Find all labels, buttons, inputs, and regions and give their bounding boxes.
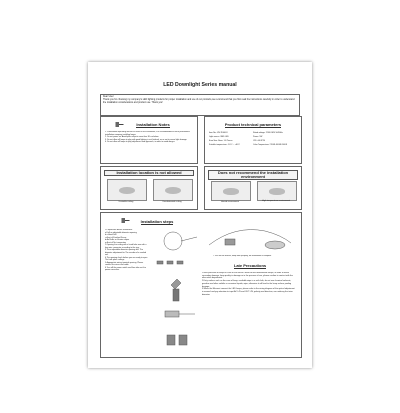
precaution-item: 3.When the Ethernet connect the LED lamps, please refer to the wiring diagram of the optical adjustment in manual and pay attention to input AC L/N and OUT L/N, polarity and direction, use ordinary that wire diameter. <box>202 288 295 296</box>
step-item: b.a Hand Drill <box>105 234 117 236</box>
installation-notes-heading: Installation Notes <box>136 122 170 127</box>
not-allowed-box <box>100 166 198 210</box>
high-temperature-image <box>257 181 297 201</box>
manual-page <box>88 62 312 368</box>
step-item: e.A set of Nut connectors <box>105 241 127 244</box>
unsubstantial-ceiling-caption: Unsubstantial ceiling <box>162 201 182 203</box>
final-step-note: 7.Turn on the bracket, lamp work properly, the installation is complete. <box>213 255 272 257</box>
precaution-item: 2.Dirty surface such as the case of lamp, available wipe in a soft cloth, do not use chemical solvents, gasoline and other volatile or corrosive liquids, wipe, otherwise it will lead to the lamp surface peeling damage. <box>202 280 292 288</box>
note-item: 3. Do not allow all lamps to play with good lighting is not finished, so as not to cause light damage. <box>105 138 188 141</box>
installation-notes-text <box>105 131 193 161</box>
installation-steps-text <box>105 229 149 353</box>
precaution-item: 1.New purchase of lamps in case of the failure Please do not disassemble lamps, in order to avoid secondary damage, lamp quality in damage or in the process of use, please confirm to contact with the after-sales department. <box>202 272 293 280</box>
spec-row: Suitable temperature: -10°C ~ +40°C <box>209 144 240 146</box>
note-item: 4. Do not allow all lamps to play adjustment and approach, in order to avoid danger. <box>105 141 175 143</box>
spec-row: Color Temperature: 2700K 4000K 6500K <box>253 144 288 146</box>
step-item: 2.Opening the ceiling with a hand hole saw with a four-wire connector according to the size. <box>105 244 147 249</box>
not-recommended-heading: Does not recommend the installation environment <box>208 170 298 180</box>
step-item: 1.Preparation Before installation: <box>105 229 133 231</box>
tech-params-box <box>204 116 302 164</box>
step-item: 4.The opening check before you are ready to open The hole place ceilings. <box>105 256 148 261</box>
spec-row: Rated voltage: 220V-240V 50/60Hz <box>253 132 283 134</box>
step-item: 5.Appropriate wiring terminal opening. Please connect the wires and cable. <box>105 261 144 266</box>
humid-environment-image <box>211 181 251 201</box>
step-item: 3.Then adjustable diameter opening drill: The diameter adjustment for The number of a marked rod. <box>105 249 147 256</box>
step-item: d.An Roller or Vernier caliper <box>105 239 130 241</box>
installation-steps-heading: Installation steps <box>140 219 174 224</box>
humid-environment-caption: Humid environment <box>220 201 240 203</box>
late-precautions-heading: Late Precautions <box>233 263 267 268</box>
spec-row: Light source: SMD LED <box>209 136 229 138</box>
unstable-ceiling-image <box>107 179 147 201</box>
not-allowed-heading: Installation location is not allowed <box>104 170 194 176</box>
spec-row: Euro Size: Base: 1.0 Pieces <box>209 140 233 142</box>
late-precautions-text <box>202 272 296 350</box>
late-precautions-box <box>200 262 298 352</box>
unstable-ceiling-caption: Unstable ceiling <box>118 201 134 203</box>
note-item: 1. Professional operating and not for users in the installation, it is recommended to find a professional installation company installing lamps. <box>105 131 190 136</box>
note-item: 2. Do not power on: Avoid place objects more than 30 cm below. <box>105 136 159 138</box>
intro-body: Thank you for choosing my company's LED lighting products for proper installation and use of our products,we recommend that you first read the instructions carefully in order to understand the installation considerations and product use. Thank you! <box>103 98 295 104</box>
step-item: c.A set of Finished Screw <box>105 236 127 239</box>
unsubstantial-ceiling-image <box>153 179 193 201</box>
intro-box <box>100 94 300 116</box>
installation-illustration <box>151 227 203 353</box>
installation-notes-box <box>100 116 198 164</box>
high-temperature-caption: High-temperature environment <box>261 200 291 202</box>
wiring-illustration <box>205 223 297 253</box>
spec-row: CRI: >80 IP20 <box>253 140 265 142</box>
tech-params-heading: Product technical parameters <box>224 122 282 127</box>
step-item: 6.Turn off the power switch and then take out the power connector. <box>105 266 146 271</box>
spec-row: Item No.: KN-TD04X4 <box>209 132 228 134</box>
spec-row: Power: 5W <box>253 136 263 138</box>
not-recommended-box <box>204 166 302 210</box>
step-item: a.Drill an adjustable diameter opening <box>105 231 137 234</box>
intro-salutation: Dear User: <box>103 96 115 98</box>
manual-title: LED Downlight Series manual <box>163 82 237 88</box>
